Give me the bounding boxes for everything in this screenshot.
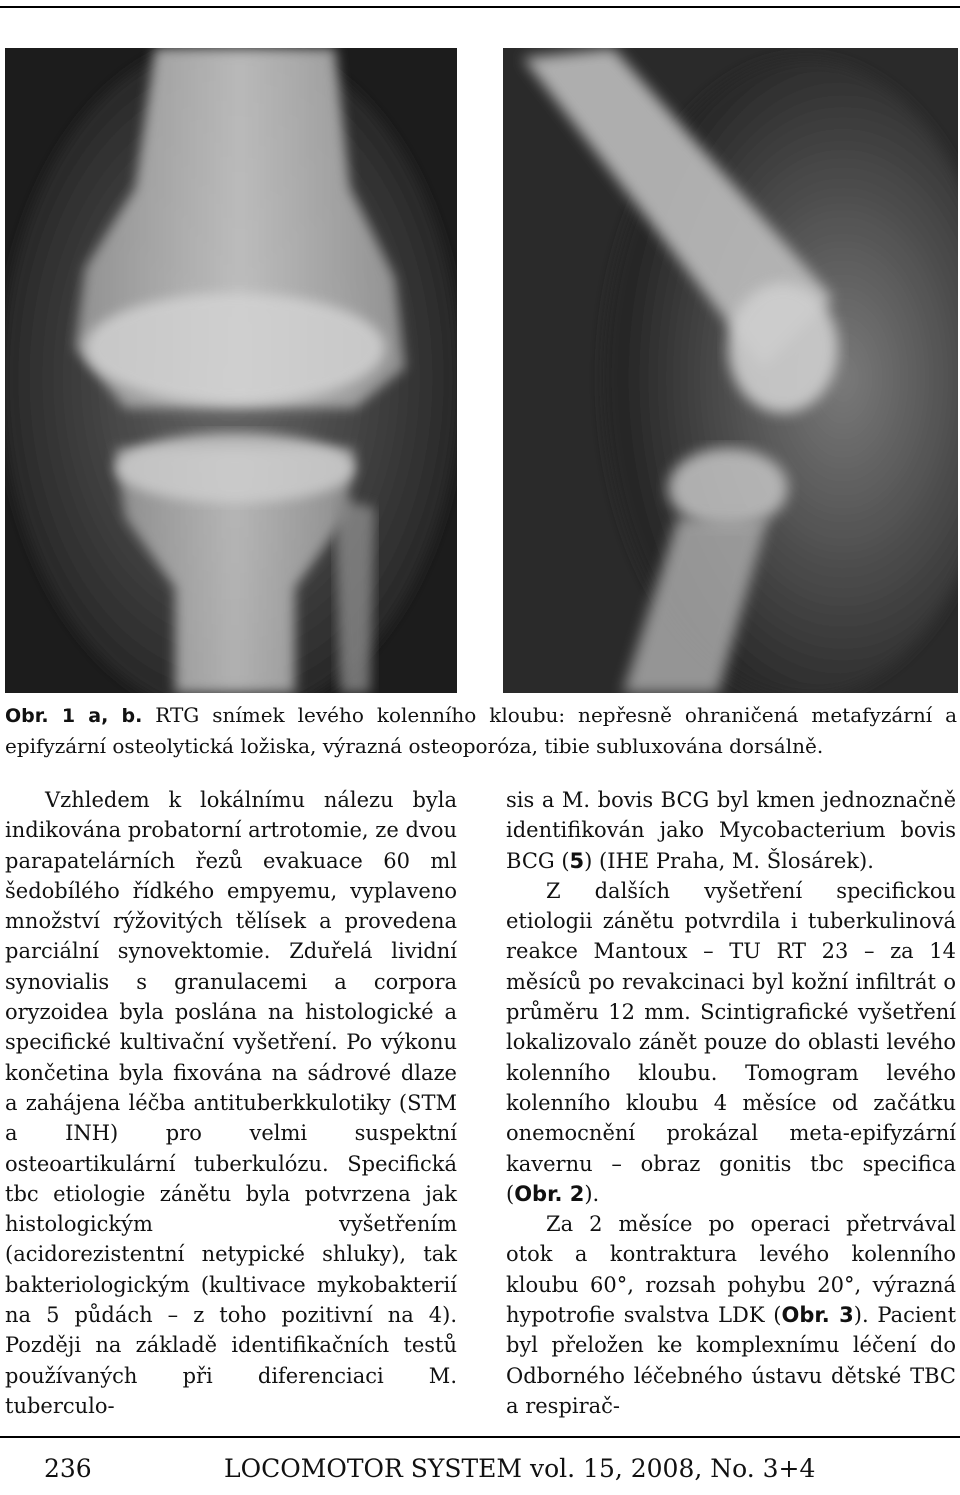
journal-footer: LOCOMOTOR SYSTEM vol. 15, 2008, No. 3+4 bbox=[224, 1454, 816, 1483]
xray-image-ap-knee bbox=[5, 48, 457, 693]
paragraph bbox=[506, 1209, 956, 1421]
top-rule bbox=[0, 6, 960, 8]
caption-text: RTG snímek levého kolenního kloubu: nepřesně ohraničená metafyzární a epifyzární osteolytická ložiska, výrazná osteoporóza, tibie subluxována dorsálně. bbox=[5, 703, 957, 758]
body-right-column bbox=[506, 785, 956, 1421]
text: ). bbox=[584, 1181, 600, 1206]
page-number: 236 bbox=[44, 1454, 92, 1483]
paragraph: Vzhledem k lokálnímu nálezu byla indikována probatorní artrotomie, ze dvou parapatelárních řezů evakuace 60 ml šedobílého řídkého empyemu, vyplaveno množství rýžovitých tělísek a provedena parciální synovektomie. Zduřelá lividní synovialis s granulacemi a corpora oryzoidea byla poslána na histologické a specifické kultivační vyšetření. Po výkonu končetina byla fixována na sádrové dlaze a zahájena léčba antituberkkulotiky (STM a INH) pro velmi suspektní osteoartikulární tuberkulózu. Specifická tbc etiologie zánětu byla potvrzena jak histologickým vyšetřením (acidorezistentní netypické shluky), tak bakteriologickým (kultivace mykobakterií na 5 půdách – z toho pozitivní na 4). Později na základě identifikačních testů používaných při diferenciaci M. tuberculo- bbox=[5, 788, 457, 1418]
paragraph bbox=[506, 785, 956, 876]
text: Za 2 měsíce po operaci přetrvával otok a kontraktura levého kolenního kloubu 60°, rozsah pohybu 20°, výrazná hypotrofie svalstva LDK ( bbox=[506, 1212, 956, 1328]
footer-rule bbox=[0, 1436, 960, 1438]
figure-caption bbox=[5, 700, 957, 761]
caption-label: Obr. 1 a, b. bbox=[5, 705, 143, 727]
text: sis a M. bovis BCG byl kmen jednoznačně identifikován jako Mycobacterium bovis BCG ( bbox=[506, 788, 956, 873]
paragraph bbox=[506, 876, 956, 1209]
text: ). Pacient byl přeložen ke komplexnímu léčení do Odborného léčebného ústavu dětské TBC a respirač- bbox=[506, 1303, 957, 1418]
text: ) (IHE Praha, M. Šlosárek). bbox=[584, 848, 874, 873]
body-left-column bbox=[5, 785, 457, 1421]
figure-reference: Obr. 2 bbox=[514, 1181, 585, 1206]
figure-reference: Obr. 3 bbox=[781, 1303, 854, 1328]
text: Z dalších vyšetření specifickou etiologii zánětu potvrdila i tuberkulinová reakce Mantoux – TU RT 23 – za 14 měsíců po revakcinaci byl kožní infiltrát o průměru 12 mm. Scintigrafické vyšetření lokalizovalo zánět pouze do oblasti levého kolenního kloubu. Tomogram levého kolenního kloubu 4 měsíce od začátku onemocnění prokázal meta-epifyzární kavernu – obraz gonitis tbc specifica ( bbox=[506, 878, 956, 1206]
reference: 5 bbox=[569, 848, 585, 873]
xray-image-lateral-knee bbox=[503, 48, 958, 693]
